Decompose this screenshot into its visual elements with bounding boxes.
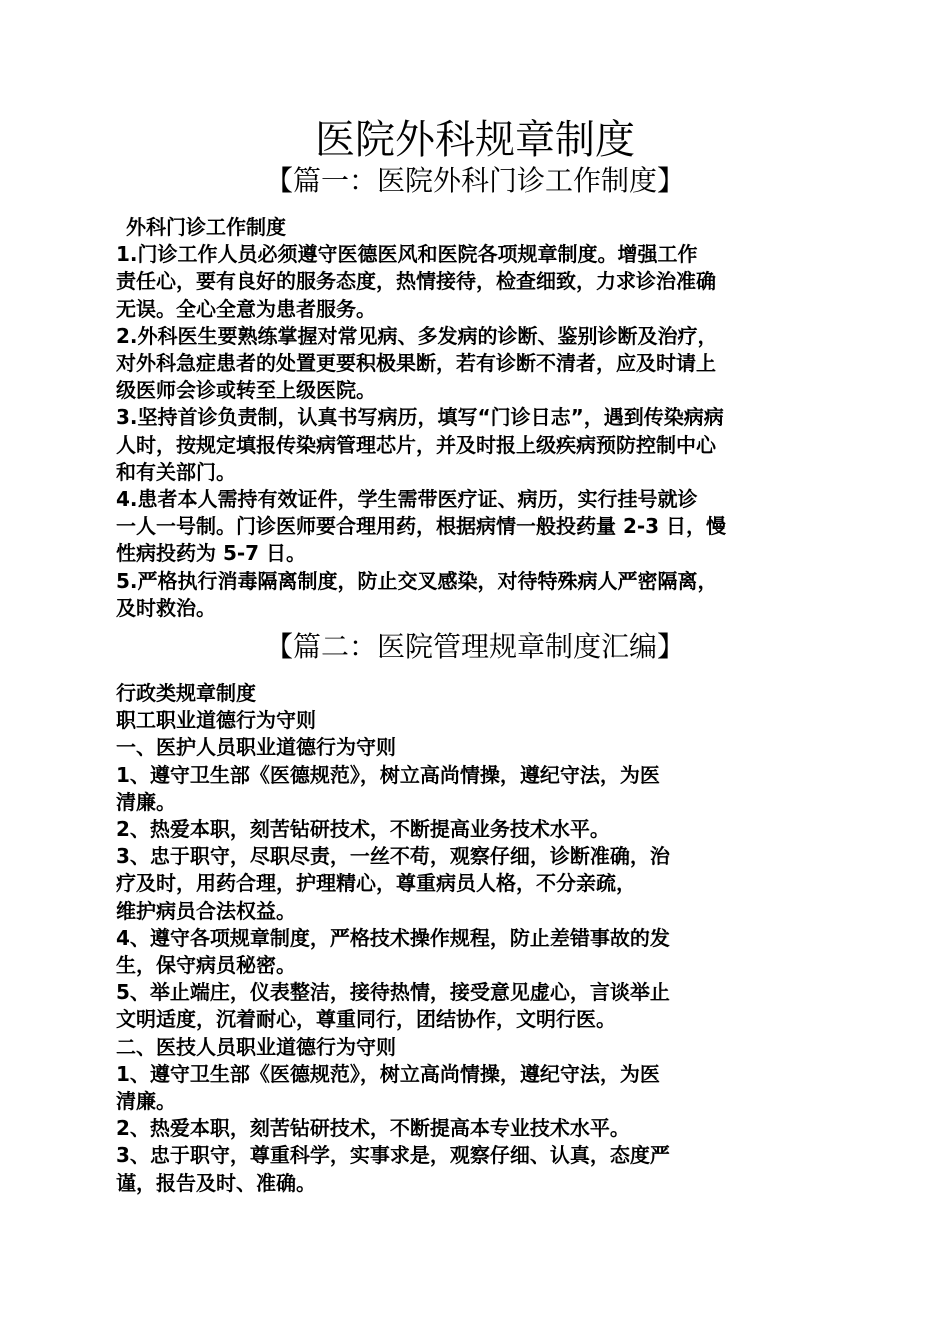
part1-line: 及时救治。 (116, 595, 216, 620)
part2-line: 行政类规章制度 (116, 681, 256, 705)
part2-line: 谨，报告及时、准确。 (116, 1170, 316, 1195)
part2-line: 3、忠于职守，尽职尽责，一丝不苟，观察仔细，诊断准确，治 (116, 844, 670, 869)
part2-line: 职工职业道德行为守则 (116, 708, 316, 733)
part2-line: 清廉。 (116, 789, 176, 814)
part2-line: 1、遵守卫生部《医德规范》，树立高尚情操，遵纪守法，为医 (116, 762, 660, 787)
part1-line: 1.门诊工作人员必须遵守医德医风和医院各项规章制度。增强工作 (116, 242, 698, 267)
document-title: 医院外科规章制度 (315, 117, 635, 163)
part2-body (116, 680, 836, 1197)
part1-line: 一人一号制。门诊医师要合理用药，根据病情一般投药量 2-3 日，慢 (116, 514, 727, 539)
part1-line: 无误。全心全意为患者服务。 (116, 296, 376, 321)
part2-line: 生，保守病员秘密。 (116, 953, 296, 978)
part2-line: 5、举止端庄，仪表整洁，接待热情，接受意见虚心，言谈举止 (116, 980, 670, 1005)
part2-heading: 【篇二：医院管理规章制度汇编】 (264, 630, 685, 663)
part2-line: 疗及时，用药合理，护理精心，尊重病员人格，不分亲疏， (116, 871, 636, 896)
part1-subtitle: 外科门诊工作制度 (126, 215, 286, 239)
part1-line: 级医师会诊或转至上级医院。 (116, 378, 376, 403)
part1-line: 对外科急症患者的处置更要积极果断，若有诊断不清者，应及时请上 (116, 351, 716, 376)
part1-line: 4.患者本人需持有效证件，学生需带医疗证、病历，实行挂号就诊 (116, 487, 698, 512)
part2-line: 2、热爱本职，刻苦钻研技术，不断提高业务技术水平。 (116, 817, 610, 842)
part1-line: 3.坚持首诊负责制，认真书写病历，填写“门诊日志”，遇到传染病病 (116, 405, 724, 430)
part2-line: 1、遵守卫生部《医德规范》，树立高尚情操，遵纪守法，为医 (116, 1061, 660, 1086)
part1-line: 人时，按规定填报传染病管理芯片，并及时报上级疾病预防控制中心 (116, 432, 716, 457)
part1-line: 5.严格执行消毒隔离制度，防止交叉感染，对待特殊病人严密隔离， (116, 568, 718, 593)
part2-line: 2、热爱本职，刻苦钻研技术，不断提高本专业技术水平。 (116, 1116, 630, 1141)
part1-line: 责任心，要有良好的服务态度，热情接待，检查细致，力求诊治准确 (116, 269, 716, 294)
part1-line: 2.外科医生要熟练掌握对常见病、多发病的诊断、鉴别诊断及治疗， (116, 323, 718, 348)
part2-line: 4、遵守各项规章制度，严格技术操作规程，防止差错事故的发 (116, 925, 670, 950)
part2-line: 3、忠于职守，尊重科学，实事求是，观察仔细、认真，态度严 (116, 1143, 670, 1168)
part2-line: 文明适度，沉着耐心，尊重同行，团结协作，文明行医。 (116, 1007, 616, 1032)
part1-body (116, 214, 836, 622)
part2-line: 维护病员合法权益。 (116, 898, 296, 923)
part2-line: 一、医护人员职业道德行为守则 (116, 735, 396, 760)
part1-line: 和有关部门。 (116, 459, 236, 484)
part1-line: 性病投药为 5-7 日。 (116, 541, 307, 566)
part1-heading: 【篇一：医院外科门诊工作制度】 (264, 164, 685, 197)
part2-line: 二、医技人员职业道德行为守则 (116, 1034, 396, 1059)
part2-line: 清廉。 (116, 1089, 176, 1114)
